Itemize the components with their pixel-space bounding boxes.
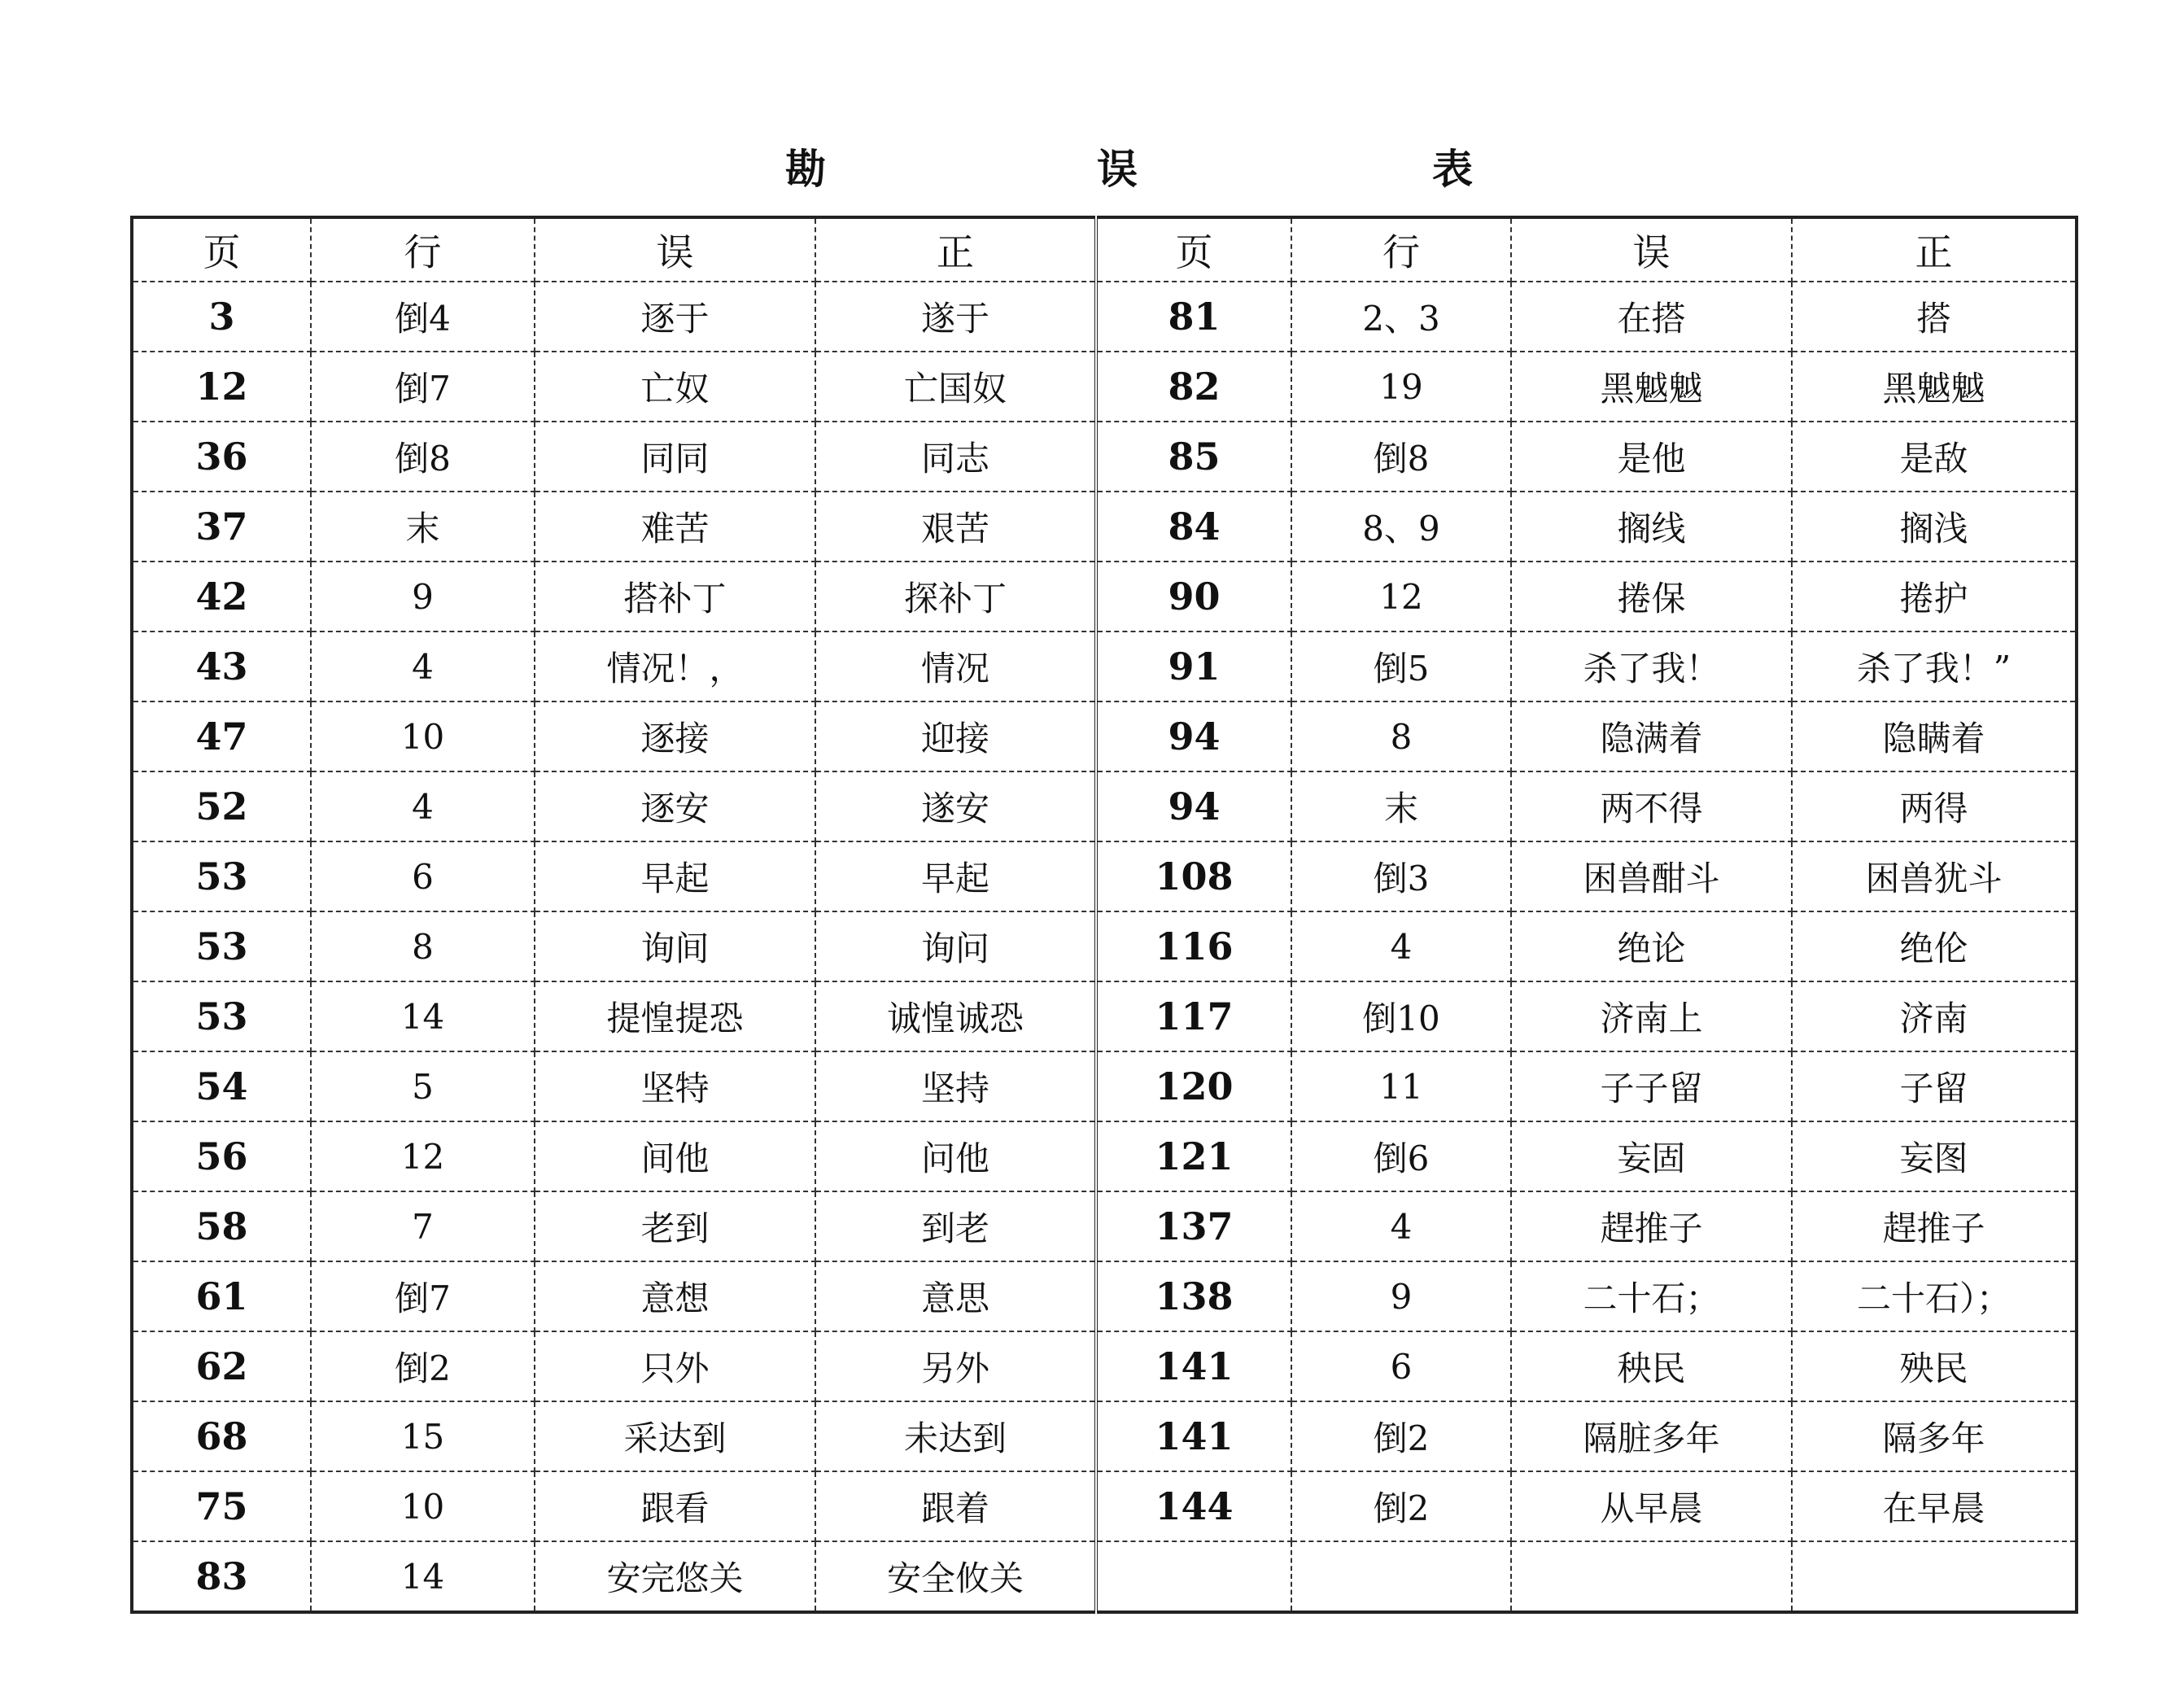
cell-error-left: 意想 — [535, 1261, 815, 1331]
cell-page-right: 94 — [1096, 701, 1291, 771]
header-line-right: 行 — [1291, 217, 1511, 282]
errata-table — [130, 216, 2078, 1614]
cell-correction-right: 困兽犹斗 — [1792, 841, 2077, 911]
cell-line-left: 4 — [311, 632, 535, 701]
cell-line-right: 6 — [1291, 1331, 1511, 1401]
cell-correction-left: 到老 — [815, 1191, 1096, 1261]
cell-error-left: 亡奴 — [535, 352, 815, 422]
cell-page-right: 138 — [1096, 1261, 1291, 1331]
table-row — [132, 1191, 2077, 1261]
cell-error-right: 隔脏多年 — [1511, 1401, 1792, 1471]
cell-line-right: 9 — [1291, 1261, 1511, 1331]
cell-correction-right: 趕推子 — [1792, 1191, 2077, 1261]
cell-page-right: 120 — [1096, 1051, 1291, 1121]
table-row — [132, 1401, 2077, 1471]
cell-error-right: 黑魆魆 — [1511, 352, 1792, 422]
cell-error-left: 逐安 — [535, 771, 815, 841]
cell-line-right: 末 — [1291, 771, 1511, 841]
table-row — [132, 1051, 2077, 1121]
cell-line-left: 14 — [311, 1541, 535, 1612]
cell-page-left: 56 — [132, 1121, 311, 1191]
cell-line-left: 倒2 — [311, 1331, 535, 1401]
cell-correction-right: 捲护 — [1792, 562, 2077, 632]
cell-correction-left: 意思 — [815, 1261, 1096, 1331]
cell-correction-left: 同志 — [815, 422, 1096, 492]
cell-correction-left: 坚持 — [815, 1051, 1096, 1121]
cell-line-left: 7 — [311, 1191, 535, 1261]
cell-page-left: 37 — [132, 492, 311, 562]
cell-error-right: 趕推子 — [1511, 1191, 1792, 1261]
cell-line-right: 8、9 — [1291, 492, 1511, 562]
table-row — [132, 282, 2077, 352]
table-row — [132, 841, 2077, 911]
cell-error-right: 子子留 — [1511, 1051, 1792, 1121]
cell-error-left: 老到 — [535, 1191, 815, 1261]
header-correction-left: 正 — [815, 217, 1096, 282]
table-row — [132, 1121, 2077, 1191]
cell-page-right: 117 — [1096, 981, 1291, 1051]
cell-page-right: 82 — [1096, 352, 1291, 422]
cell-line-right: 倒8 — [1291, 422, 1511, 492]
cell-line-left: 12 — [311, 1121, 535, 1191]
cell-error-right: 捲保 — [1511, 562, 1792, 632]
cell-line-left: 倒7 — [311, 352, 535, 422]
cell-correction-left: 询问 — [815, 911, 1096, 981]
cell-error-right: 从早晨 — [1511, 1471, 1792, 1541]
cell-correction-right: 殃民 — [1792, 1331, 2077, 1401]
cell-error-right: 困兽酣斗 — [1511, 841, 1792, 911]
cell-line-right: 倒5 — [1291, 632, 1511, 701]
table-row — [132, 632, 2077, 701]
cell-line-left: 5 — [311, 1051, 535, 1121]
table-row — [132, 352, 2077, 422]
cell-error-right: 两不得 — [1511, 771, 1792, 841]
table-row — [132, 771, 2077, 841]
cell-page-left: 3 — [132, 282, 311, 352]
cell-line-left: 倒4 — [311, 282, 535, 352]
cell-correction-right: 隐瞒着 — [1792, 701, 2077, 771]
cell-page-left: 53 — [132, 981, 311, 1051]
table-row — [132, 1471, 2077, 1541]
cell-correction-right — [1792, 1541, 2077, 1612]
cell-correction-left: 迎接 — [815, 701, 1096, 771]
cell-line-left: 10 — [311, 1471, 535, 1541]
cell-error-right: 绝论 — [1511, 911, 1792, 981]
cell-error-left: 难苦 — [535, 492, 815, 562]
header-line-left: 行 — [311, 217, 535, 282]
cell-correction-right: 济南 — [1792, 981, 2077, 1051]
cell-error-left: 采达到 — [535, 1401, 815, 1471]
header-page-left: 页 — [132, 217, 311, 282]
cell-line-right: 2、3 — [1291, 282, 1511, 352]
cell-line-left: 6 — [311, 841, 535, 911]
cell-line-right: 倒3 — [1291, 841, 1511, 911]
cell-error-right — [1511, 1541, 1792, 1612]
cell-correction-right: 二十石）； — [1792, 1261, 2077, 1331]
cell-error-right: 秧民 — [1511, 1331, 1792, 1401]
cell-error-left: 早起 — [535, 841, 815, 911]
cell-error-right: 隐满着 — [1511, 701, 1792, 771]
header-page-right: 页 — [1096, 217, 1291, 282]
cell-page-left: 53 — [132, 911, 311, 981]
page-title — [0, 137, 2184, 194]
cell-line-right: 11 — [1291, 1051, 1511, 1121]
cell-error-left: 询间 — [535, 911, 815, 981]
cell-correction-left: 艰苦 — [815, 492, 1096, 562]
cell-line-left: 15 — [311, 1401, 535, 1471]
cell-page-right: 137 — [1096, 1191, 1291, 1261]
table-row — [132, 562, 2077, 632]
cell-page-left: 68 — [132, 1401, 311, 1471]
cell-correction-right: 隔多年 — [1792, 1401, 2077, 1471]
header-error-right: 误 — [1511, 217, 1792, 282]
cell-page-right: 90 — [1096, 562, 1291, 632]
cell-correction-left: 跟着 — [815, 1471, 1096, 1541]
cell-error-left: 逐于 — [535, 282, 815, 352]
table-row — [132, 981, 2077, 1051]
cell-line-right: 12 — [1291, 562, 1511, 632]
cell-correction-right: 杀了我！” — [1792, 632, 2077, 701]
cell-page-right: 121 — [1096, 1121, 1291, 1191]
header-row — [132, 217, 2077, 282]
cell-page-left: 61 — [132, 1261, 311, 1331]
cell-line-right: 倒6 — [1291, 1121, 1511, 1191]
cell-line-left: 倒8 — [311, 422, 535, 492]
table-row — [132, 1261, 2077, 1331]
cell-page-right: 94 — [1096, 771, 1291, 841]
cell-line-right: 倒2 — [1291, 1471, 1511, 1541]
cell-correction-left: 情况 — [815, 632, 1096, 701]
cell-correction-left: 问他 — [815, 1121, 1096, 1191]
cell-correction-left: 遂于 — [815, 282, 1096, 352]
cell-page-right: 108 — [1096, 841, 1291, 911]
title-char-2: 误 — [1097, 145, 1138, 193]
cell-correction-right: 在早晨 — [1792, 1471, 2077, 1541]
cell-correction-left: 另外 — [815, 1331, 1096, 1401]
cell-correction-right: 子留 — [1792, 1051, 2077, 1121]
cell-error-left: 情况！， — [535, 632, 815, 701]
cell-correction-right: 黑魆魆 — [1792, 352, 2077, 422]
cell-error-right: 济南上 — [1511, 981, 1792, 1051]
table-row — [132, 492, 2077, 562]
cell-page-left: 62 — [132, 1331, 311, 1401]
cell-correction-right: 是敌 — [1792, 422, 2077, 492]
cell-page-right — [1096, 1541, 1291, 1612]
cell-page-left: 54 — [132, 1051, 311, 1121]
table-row — [132, 1541, 2077, 1612]
cell-page-left: 42 — [132, 562, 311, 632]
cell-line-right: 倒10 — [1291, 981, 1511, 1051]
header-correction-right: 正 — [1792, 217, 2077, 282]
cell-page-right: 85 — [1096, 422, 1291, 492]
cell-error-right: 在搭 — [1511, 282, 1792, 352]
header-error-left: 误 — [535, 217, 815, 282]
cell-page-left: 53 — [132, 841, 311, 911]
cell-line-left: 9 — [311, 562, 535, 632]
cell-line-right: 4 — [1291, 911, 1511, 981]
table-row — [132, 701, 2077, 771]
cell-line-left: 4 — [311, 771, 535, 841]
cell-correction-left: 安全攸关 — [815, 1541, 1096, 1612]
cell-page-left: 58 — [132, 1191, 311, 1261]
cell-correction-right: 两得 — [1792, 771, 2077, 841]
cell-line-right: 19 — [1291, 352, 1511, 422]
cell-error-left: 逐接 — [535, 701, 815, 771]
cell-line-left: 倒7 — [311, 1261, 535, 1331]
cell-error-left: 坚特 — [535, 1051, 815, 1121]
cell-error-right: 妄固 — [1511, 1121, 1792, 1191]
cell-correction-right: 搭 — [1792, 282, 2077, 352]
cell-error-right: 二十石； — [1511, 1261, 1792, 1331]
cell-correction-left: 早起 — [815, 841, 1096, 911]
cell-page-right: 141 — [1096, 1331, 1291, 1401]
cell-correction-right: 妄图 — [1792, 1121, 2077, 1191]
cell-error-left: 跟看 — [535, 1471, 815, 1541]
cell-page-left: 75 — [132, 1471, 311, 1541]
cell-error-left: 提惶提恐 — [535, 981, 815, 1051]
cell-page-left: 36 — [132, 422, 311, 492]
cell-line-left: 14 — [311, 981, 535, 1051]
cell-line-left: 末 — [311, 492, 535, 562]
cell-error-right: 杀了我！ — [1511, 632, 1792, 701]
cell-error-left: 搭补丁 — [535, 562, 815, 632]
cell-page-right: 84 — [1096, 492, 1291, 562]
cell-line-right: 倒2 — [1291, 1401, 1511, 1471]
title-char-3: 表 — [1432, 145, 1473, 193]
cell-line-right: 8 — [1291, 701, 1511, 771]
cell-correction-right: 搁浅 — [1792, 492, 2077, 562]
cell-line-right — [1291, 1541, 1511, 1612]
cell-page-right: 116 — [1096, 911, 1291, 981]
table-row — [132, 911, 2077, 981]
cell-error-left: 只外 — [535, 1331, 815, 1401]
cell-correction-right: 绝伦 — [1792, 911, 2077, 981]
cell-correction-left: 诚惶诚恐 — [815, 981, 1096, 1051]
table-row — [132, 1331, 2077, 1401]
cell-page-right: 91 — [1096, 632, 1291, 701]
cell-error-right: 是他 — [1511, 422, 1792, 492]
cell-page-right: 81 — [1096, 282, 1291, 352]
cell-error-left: 间他 — [535, 1121, 815, 1191]
cell-error-left: 同同 — [535, 422, 815, 492]
cell-line-left: 10 — [311, 701, 535, 771]
cell-correction-left: 未达到 — [815, 1401, 1096, 1471]
cell-line-right: 4 — [1291, 1191, 1511, 1261]
cell-page-left: 83 — [132, 1541, 311, 1612]
cell-page-right: 144 — [1096, 1471, 1291, 1541]
cell-page-left: 12 — [132, 352, 311, 422]
cell-correction-left: 亡国奴 — [815, 352, 1096, 422]
cell-correction-left: 探补丁 — [815, 562, 1096, 632]
cell-correction-left: 遂安 — [815, 771, 1096, 841]
cell-line-left: 8 — [311, 911, 535, 981]
cell-page-left: 47 — [132, 701, 311, 771]
cell-error-right: 搁线 — [1511, 492, 1792, 562]
cell-page-left: 43 — [132, 632, 311, 701]
title-char-1: 勘 — [785, 145, 826, 193]
cell-error-left: 安完悠关 — [535, 1541, 815, 1612]
cell-page-left: 52 — [132, 771, 311, 841]
cell-page-right: 141 — [1096, 1401, 1291, 1471]
table-row — [132, 422, 2077, 492]
